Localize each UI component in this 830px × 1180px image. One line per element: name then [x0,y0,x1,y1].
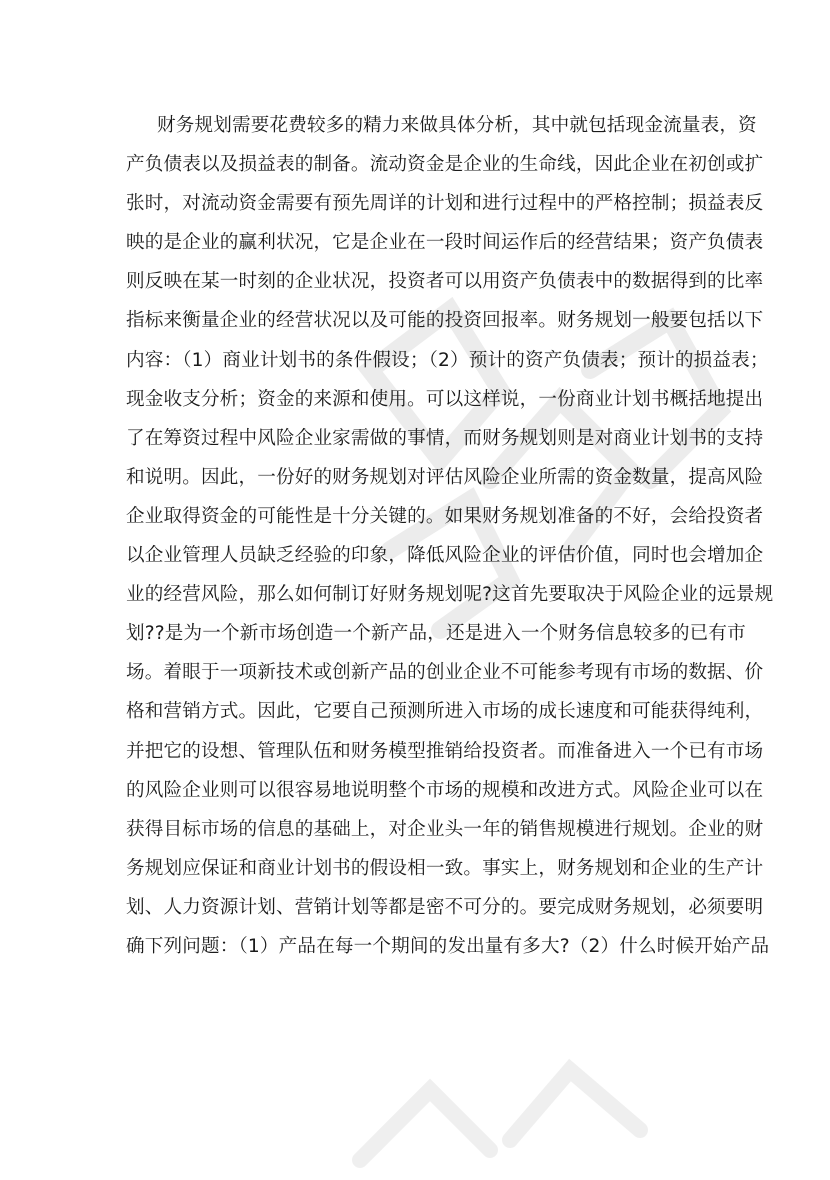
text-line: 现金收支分析；资金的来源和使用。可以这样说，一份商业计划书概括地提出 [126,388,764,410]
text-line: 业的经营风险，那么如何制订好财务规划呢?这首先要取决于风险企业的远景规 [126,584,774,606]
text-line: 以企业管理人员缺乏经验的印象，降低风险企业的评估价值，同时也会增加企 [126,545,764,567]
text-line: 映的是企业的赢利状况，它是企业在一段时间运作后的经营结果；资产负债表 [126,232,764,254]
text-line: 的风险企业则可以很容易地说明整个市场的规模和改进方式。风险企业可以在 [126,779,764,801]
text-line: 内容：（1）商业计划书的条件假设；（2）预计的资产负债表；预计的损益表； [126,349,769,371]
text-line: 指标来衡量企业的经营状况以及可能的投资回报率。财务规划一般要包括以下 [126,310,764,332]
text-line: 企业取得资金的可能性是十分关键的。如果财务规划准备的不好，会给投资者 [126,505,764,527]
text-line: 确下列问题：（1）产品在每一个期间的发出量有多大?（2）什么时候开始产品 [126,935,770,957]
text-line: 务规划应保证和商业计划书的假设相一致。事实上，财务规划和企业的生产计 [126,857,764,879]
text-line: 了在筹资过程中风险企业家需做的事情，而财务规划则是对商业计划书的支持 [126,427,764,449]
text-line: 产负债表以及损益表的制备。流动资金是企业的生命线，因此企业在初创或扩 [126,154,764,176]
text-line: 划??是为一个新市场创造一个新产品，还是进入一个财务信息较多的已有市 [126,623,746,645]
body-paragraph [126,106,774,966]
text-line: 划、人力资源计划、营销计划等都是密不可分的。要完成财务规划，必须要明 [126,896,764,918]
text-line: 并把它的设想、管理队伍和财务模型推销给投资者。而准备进入一个已有市场 [126,740,764,762]
text-line: 和说明。因此，一份好的财务规划对评估风险企业所需的资金数量，提高风险 [126,466,764,488]
text-line: 场。着眼于一项新技术或创新产品的创业企业不可能参考现有市场的数据、价 [126,662,764,684]
text-line: 获得目标市场的信息的基础上，对企业头一年的销售规模进行规划。企业的财 [126,818,764,840]
watermark-graphic-bottom [340,1020,680,1180]
text-line: 格和营销方式。因此，它要自己预测所进入市场的成长速度和可能获得纯利， [126,701,764,723]
text-line: 张时，对流动资金需要有预先周详的计划和进行过程中的严格控制；损益表反 [126,193,764,215]
text-line: 财务规划需要花费较多的精力来做具体分析，其中就包括现金流量表，资 [157,115,757,136]
text-line: 则反映在某一时刻的企业状况，投资者可以用资产负债表中的数据得到的比率 [126,271,764,293]
